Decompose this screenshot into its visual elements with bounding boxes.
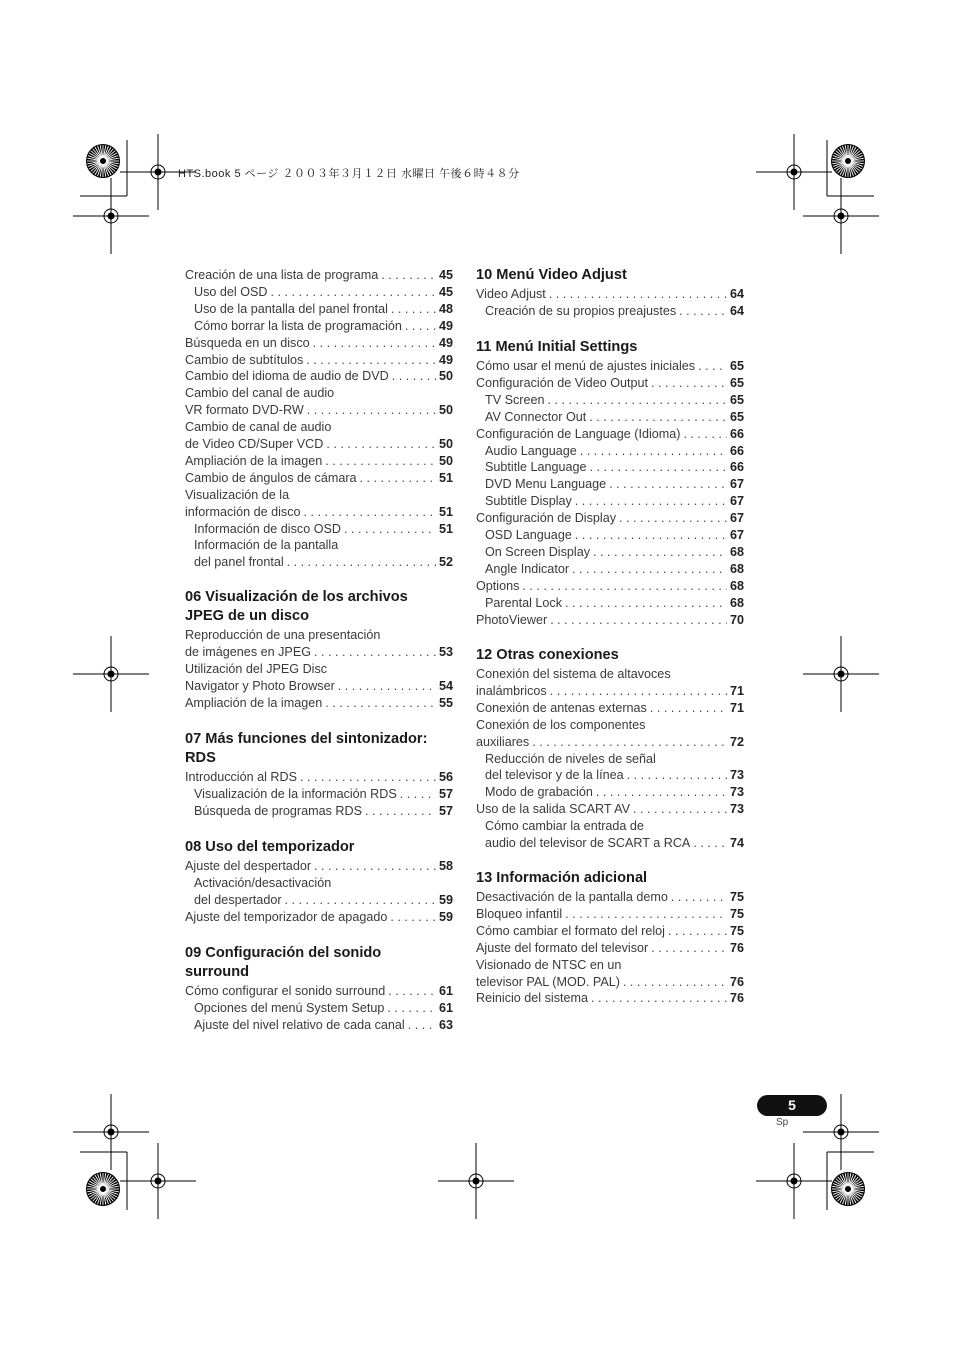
toc-entry-title: Cómo cambiar la entrada de [485,819,644,834]
toc-entry [476,409,744,426]
toc-entry-page: 61 [438,984,453,998]
toc-entry-page: 63 [438,1017,453,1032]
toc-entry-page: 75 [729,890,744,904]
toc-entry-page: 67 [729,528,744,542]
toc-entry [185,453,453,470]
dot-leader [593,544,727,561]
dot-leader [365,803,436,820]
toc-entry [185,858,453,875]
toc-entry-title: Reinicio del sistema [476,991,588,1006]
toc-entry-page: 59 [438,909,453,924]
toc-entry-page: 74 [729,836,744,850]
toc-entry-title: Cambio de subtítulos [185,352,304,367]
toc-entry-page: 73 [729,785,744,800]
toc-entry-page: 64 [729,303,744,318]
toc-entry [476,974,744,991]
toc-entry [185,267,453,284]
dot-leader [550,612,727,629]
toc-entry-page: 66 [729,426,744,441]
toc-entry-page: 49 [438,318,453,333]
toc-entry [185,875,453,892]
toc-entry-title: Navigator y Photo Browser [185,678,335,693]
toc-entry-page: 56 [438,770,453,784]
toc-entry [476,940,744,957]
toc-entry [185,554,453,571]
toc-entry-title: Cómo borrar la lista de programación [194,318,402,333]
crosshair-mark [803,636,879,712]
dot-leader [287,554,436,571]
dot-leader [271,284,436,301]
toc-entry-title: Ajuste del despertador [185,859,312,873]
crosshair-mark [803,178,879,254]
toc-entry-title: Reducción de niveles de señal [485,751,656,766]
toc-entry [476,358,744,375]
toc-entry [185,368,453,385]
toc-entry [476,835,744,852]
toc-entry [476,957,744,974]
toc-entry-page: 67 [729,494,744,509]
toc-entry-page: 50 [438,403,453,418]
toc-entry-page: 68 [729,561,744,576]
radial-registration-mark [831,144,865,178]
toc-entry-page: 45 [438,284,453,299]
toc-entry-page: 65 [729,375,744,390]
section-heading: 10 Menú Video Adjust [476,267,627,283]
toc-entry-title: Cambio de canal de audio [185,420,332,435]
dot-leader [565,595,727,612]
toc-entry-title: OSD Language [485,528,572,542]
toc-entry-title: de imágenes en JPEG [185,644,312,659]
radial-registration-mark [86,144,120,178]
section-heading: surround [185,964,250,980]
toc-entry [185,284,453,301]
toc-entry [476,666,744,683]
toc-entry [185,1017,453,1034]
dot-leader [589,409,727,426]
dot-leader [623,974,727,991]
section-heading: 11 Menú Initial Settings [476,339,638,355]
toc-entry-page: 66 [729,460,744,475]
toc-entry-title: Ampliación de la imagen [185,453,323,468]
section-heading: RDS [185,750,216,766]
toc-entry [476,443,744,460]
toc-entry-page: 61 [438,1000,453,1015]
toc-entry-title: televisor PAL (MOD. PAL) [476,974,620,989]
toc-entry-page: 75 [729,923,744,938]
toc-entry-title: información de disco [185,504,301,519]
toc-entry [185,769,453,786]
print-header: HTS.book 5 ページ ２００３年３月１２日 水曜日 午後６時４８分 [178,168,520,180]
toc-entry-title: inalámbricos [476,683,547,698]
dot-leader [387,1000,436,1017]
toc-entry-title: TV Screen [485,392,545,407]
dot-leader [307,402,436,419]
toc-entry-title: Opciones del menú System Setup [194,1000,385,1015]
toc-entry [185,983,453,1000]
toc-entry [185,644,453,661]
page-number-badge: 5 [757,1095,827,1116]
toc-entry-title: Audio Language [485,443,577,458]
crosshair-mark [120,1143,196,1219]
dot-leader [596,784,727,801]
toc-entry-title: Visionado de NTSC en un [476,957,622,972]
toc-entry [476,578,744,595]
toc-entry [476,990,744,1007]
crosshair-mark [756,134,832,210]
toc-entry [185,627,453,644]
toc-entry-title: VR formato DVD-RW [185,403,304,418]
toc-entry-title: Creación de una lista de programa [185,268,379,282]
dot-leader [671,889,727,906]
toc-entry [185,909,453,926]
dot-leader [390,909,436,926]
toc-entry [185,419,453,436]
section-heading: 08 Uso del temporizador [185,839,355,855]
dot-leader [306,352,436,369]
toc-entry [185,335,453,352]
toc-entry-title: Cómo usar el menú de ajustes iniciales [476,359,696,373]
section-heading: 09 Configuración del sonido [185,945,382,961]
toc-entry-title: Configuración de Display [476,511,617,526]
toc-entry [185,301,453,318]
toc-entry-title: Conexión de antenas externas [476,700,647,715]
dot-leader [651,940,727,957]
toc-entry-title: auxiliares [476,734,530,749]
toc-entry-title: Cómo configurar el sonido surround [185,984,386,998]
crosshair-mark [73,178,149,254]
dot-leader [313,335,436,352]
section-heading: 13 Información adicional [476,870,648,886]
dot-leader [314,858,436,875]
toc-entry-title: Información de disco OSD [194,521,341,536]
toc-entry-title: Utilización del JPEG Disc [185,661,328,676]
dot-leader [285,892,436,909]
toc-entry [185,402,453,419]
toc-entry-page: 71 [729,700,744,715]
dot-leader [651,375,727,392]
toc-entry-title: Reproducción de una presentación [185,628,381,642]
toc-entry-title: Cambio del canal de audio [185,386,335,401]
toc-entry-page: 50 [438,453,453,468]
toc-entry-title: Cambio de ángulos de cámara [185,470,357,485]
toc-entry-page: 70 [729,612,744,627]
toc-entry-title: de Video CD/Super VCD [185,437,324,451]
toc-entry-title: Ajuste del nivel relativo de cada canal [194,1017,405,1032]
dot-leader [325,695,436,712]
dot-leader [391,301,436,318]
dot-leader [408,1017,436,1034]
toc-entry [476,459,744,476]
toc-entry [185,352,453,369]
toc-entry-title: Ajuste del temporizador de apagado [185,909,388,924]
toc-entry [185,1000,453,1017]
dot-leader [388,983,436,1000]
toc-entry [185,470,453,487]
toc-entry [185,892,453,909]
toc-entry-page: 71 [729,683,744,698]
toc-entry [476,595,744,612]
toc-entry-page: 49 [438,352,453,367]
toc-entry-page: 49 [438,335,453,350]
toc-entry [185,318,453,335]
dot-leader [338,678,436,695]
dot-leader [575,493,727,510]
toc-entry-title: Uso del OSD [194,284,268,299]
radial-registration-mark [86,1172,120,1206]
dot-leader [300,769,436,786]
toc-entry [476,375,744,392]
toc-entry-page: 68 [729,544,744,559]
dot-leader [550,683,727,700]
toc-entry-title: Visualización de la información RDS [194,786,397,801]
toc-entry-page: 50 [438,437,453,451]
crosshair-mark [73,636,149,712]
toc-entry [476,700,744,717]
toc-entry-title: Activación/desactivación [194,875,332,890]
toc-entry-title: Configuración de Video Output [476,375,649,390]
dot-leader [627,767,727,784]
toc-entry-page: 57 [438,803,453,818]
toc-entry-page: 72 [729,734,744,749]
toc-entry [476,751,744,768]
dot-leader [668,923,727,940]
dot-leader [549,286,727,303]
toc-entry-page: 55 [438,695,453,710]
toc-entry-title: Desactivación de la pantalla demo [476,890,668,904]
toc-entry [476,493,744,510]
dot-leader [572,561,727,578]
toc-entry-page: 45 [438,268,453,282]
toc-entry-title: Subtitle Language [485,460,587,475]
dot-leader [580,443,727,460]
toc-entry-page: 59 [438,892,453,907]
crosshair-mark [438,1143,514,1219]
toc-entry-title: audio del televisor de SCART a RCA [485,836,691,850]
toc-entry [185,504,453,521]
toc-entry-title: Bloqueo infantil [476,906,563,921]
toc-entry-title: Conexión del sistema de altavoces [476,667,671,681]
toc-entry-page: 68 [729,578,744,593]
toc-entry-title: Introducción al RDS [185,770,297,784]
dot-leader [575,527,727,544]
crosshair-mark [73,1094,149,1170]
toc-entry [185,537,453,554]
dot-leader [405,318,436,335]
toc-entry-page: 65 [729,359,744,373]
toc-entry-page: 51 [438,504,453,519]
dot-leader [609,476,727,493]
toc-entry-page: 53 [438,644,453,659]
toc-entry [185,678,453,695]
section-heading: JPEG de un disco [185,608,310,624]
toc-entry [185,803,453,820]
toc-entry-page: 57 [438,786,453,801]
toc-entry-page: 67 [729,511,744,526]
toc-entry-title: On Screen Display [485,544,590,559]
toc-entry [185,487,453,504]
toc-entry-title: Visualización de la [185,487,290,502]
toc-entry-page: 75 [729,906,744,921]
toc-entry-title: del panel frontal [194,555,284,570]
toc-entry-page: 58 [438,859,453,873]
toc-entry-title: Ampliación de la imagen [185,695,323,710]
toc-entry-title: del despertador [194,892,282,907]
toc-entry-page: 73 [729,768,744,783]
toc-entry [185,385,453,402]
toc-entry-title: Parental Lock [485,595,563,610]
toc-entry [185,521,453,538]
dot-leader [344,521,436,538]
dot-leader [683,426,727,443]
toc-entry-title: Modo de grabación [485,785,593,800]
toc-entry-title: Búsqueda en un disco [185,335,310,350]
toc-entry [185,786,453,803]
dot-leader [565,906,727,923]
toc-entry [185,436,453,453]
toc-entry-title: Información de la pantalla [194,538,339,553]
toc-entry [476,527,744,544]
dot-leader [619,510,727,527]
dot-leader [679,303,727,320]
toc-entry-page: 51 [438,470,453,485]
toc-entry-page: 76 [729,991,744,1006]
toc-entry [476,767,744,784]
toc-entry-title: Angle Indicator [485,561,570,576]
toc-entry [476,476,744,493]
toc-entry-title: Configuración de Language (Idioma) [476,426,681,441]
toc-entry-title: Options [476,578,520,593]
toc-entry [476,392,744,409]
dot-leader [400,786,436,803]
toc-entry [476,683,744,700]
toc-entry-page: 76 [729,940,744,955]
toc-entry-page: 65 [729,409,744,424]
dot-leader [650,700,727,717]
radial-registration-mark [831,1172,865,1206]
toc-entry-title: Cómo cambiar el formato del reloj [476,923,665,938]
toc-entry [476,510,744,527]
toc-entry [476,561,744,578]
toc-entry [476,818,744,835]
toc-entry [476,612,744,629]
toc-entry [476,286,744,303]
toc-entry-title: del televisor y de la línea [485,768,624,783]
toc-entry-title: Conexión de los componentes [476,717,646,732]
toc-entry [476,923,744,940]
toc-entry-page: 68 [729,595,744,610]
toc-entry-title: Subtitle Display [485,494,572,509]
toc-entry [476,906,744,923]
dot-leader [304,504,436,521]
toc-entry [476,303,744,320]
toc-entry-page: 51 [438,521,453,536]
section-heading: 12 Otras conexiones [476,647,619,663]
toc-entry-title: AV Connector Out [485,409,587,424]
dot-leader [325,453,436,470]
toc-entry-page: 50 [438,369,453,384]
toc-entry [476,889,744,906]
toc-entry-title: Búsqueda de programas RDS [194,803,363,818]
crosshair-mark [756,1143,832,1219]
toc-entry-page: 67 [729,477,744,492]
dot-leader [633,801,727,818]
dot-leader [591,990,727,1007]
toc-entry-title: DVD Menu Language [485,477,607,492]
toc-entry [185,695,453,712]
dot-leader [392,368,436,385]
toc-entry-page: 73 [729,802,744,817]
toc-entry-page: 76 [729,974,744,989]
dot-leader [326,436,436,453]
toc-entry-page: 48 [438,301,453,316]
dot-leader [698,358,727,375]
dot-leader [522,578,727,595]
toc-entry [476,734,744,751]
toc-entry-title: Creación de su propios preajustes [485,303,677,318]
toc-entry-title: Uso de la pantalla del panel frontal [194,301,388,316]
toc-entry [476,717,744,734]
dot-leader [548,392,727,409]
toc-entry [476,784,744,801]
section-heading: 06 Visualización de los archivos [185,589,408,605]
toc-entry-page: 64 [729,287,744,301]
toc-entry-title: PhotoViewer [476,612,548,627]
dot-leader [381,267,436,284]
toc-entry [185,661,453,678]
toc-entry-title: Video Adjust [476,287,546,301]
toc-entry-page: 66 [729,443,744,458]
dot-leader [532,734,727,751]
toc-entry [476,544,744,561]
toc-entry-title: Uso de la salida SCART AV [476,802,631,817]
dot-leader [360,470,436,487]
toc-entry-title: Ajuste del formato del televisor [476,940,649,955]
dot-leader [590,459,727,476]
toc-entry-page: 65 [729,392,744,407]
toc-entry-page: 54 [438,678,453,693]
toc-entry-title: Cambio del idioma de audio de DVD [185,369,389,384]
toc-entry [476,801,744,818]
toc-entry-page: 52 [438,555,453,570]
page-language: Sp [776,1117,789,1128]
dot-leader [314,644,436,661]
toc-entry [476,426,744,443]
dot-leader [693,835,727,852]
section-heading: 07 Más funciones del sintonizador: [185,731,428,747]
